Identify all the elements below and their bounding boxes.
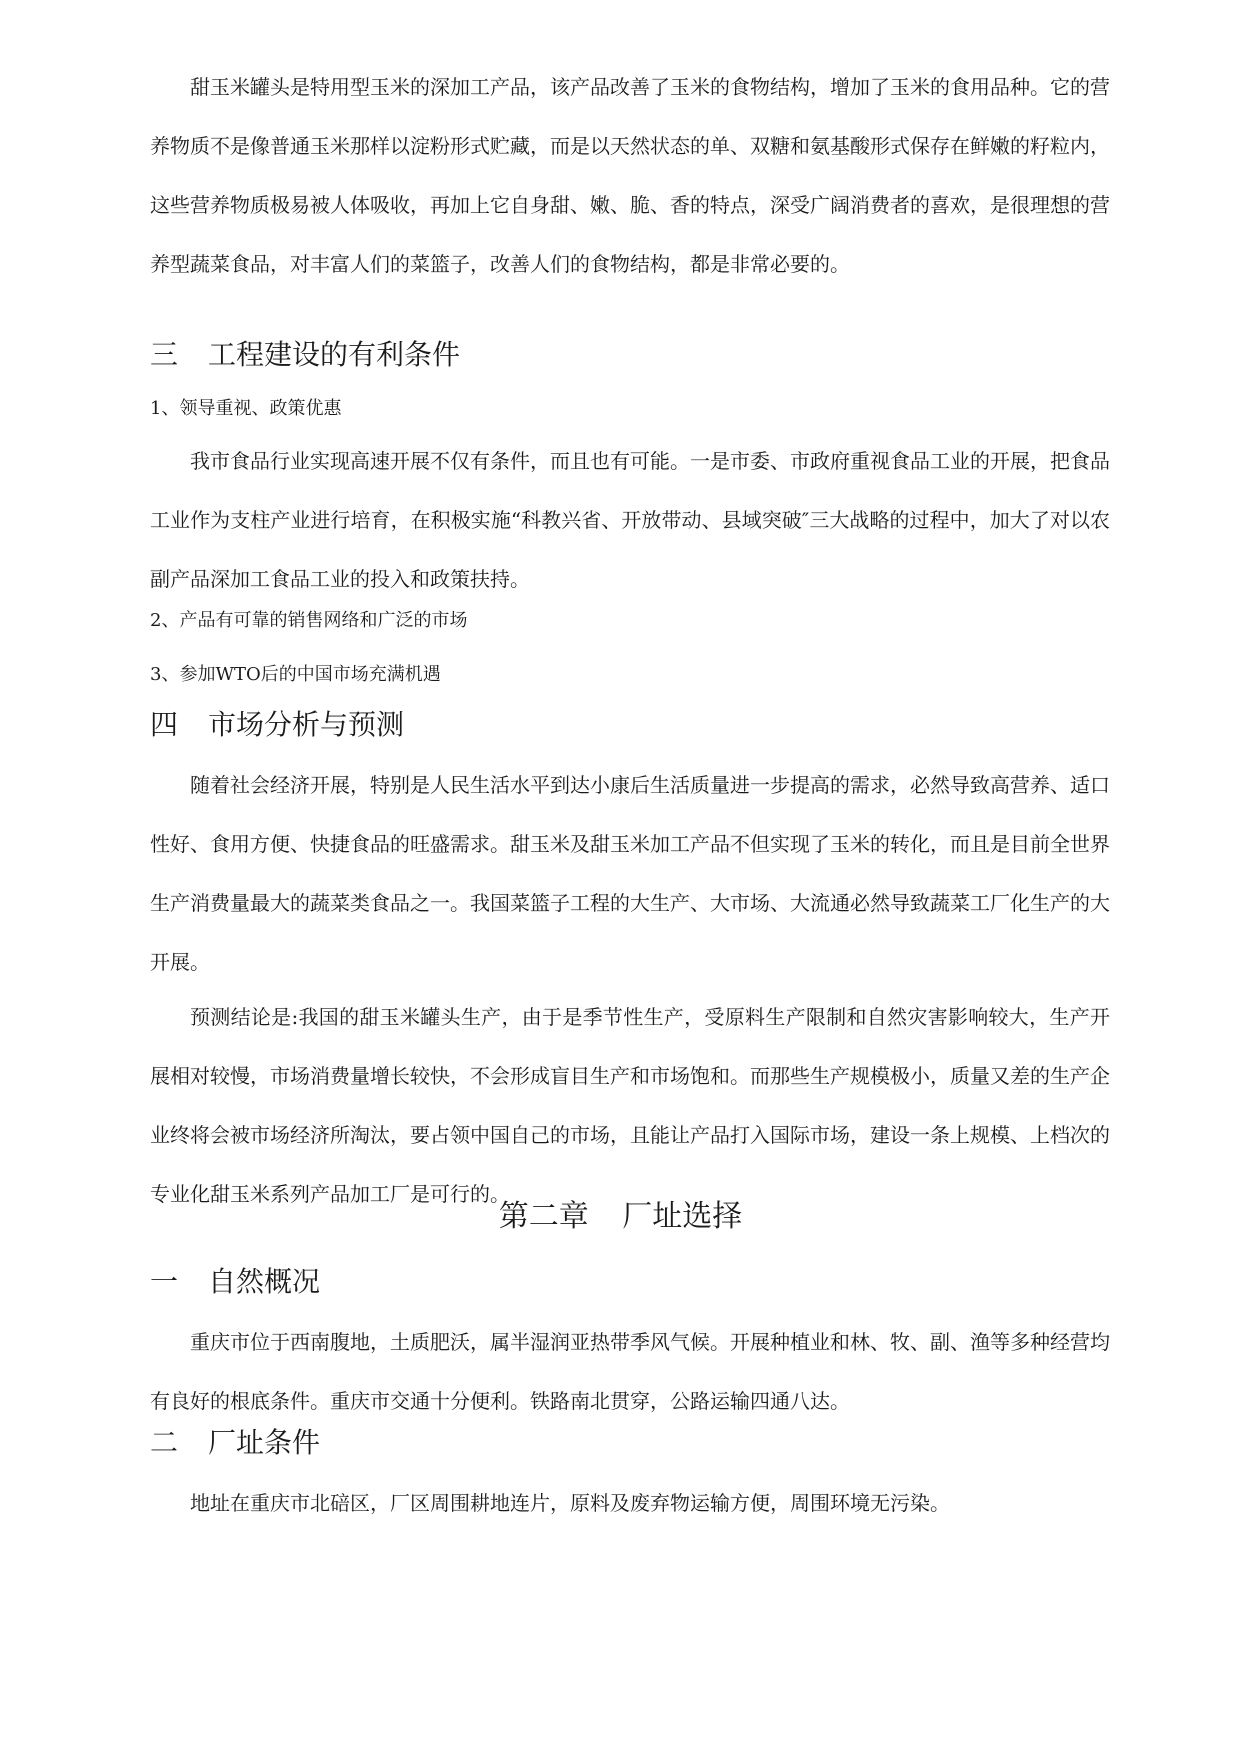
section-3-item-1: 1、领导重视、政策优惠 (150, 398, 342, 419)
section-4-number: 四 (150, 708, 179, 741)
section-4-paragraph-2: 预测结论是:我国的甜玉米罐头生产，由于是季节性生产，受原料生产限制和自然灾害影响较大，生产开展相对较慢，市场消费量增长较快，不会形成盲目生产和市场饱和。而那些生产规模极小，质量又差的生产企业终将会被市场经济所淘汰，要占领中国自己的市场，且能让产品打入国际市场，建设一条上规模、上档次的专业化甜玉米系列产品加工厂是可行的。 (150, 1005, 1110, 1206)
section-2-paragraph: 地址在重庆市北碚区，厂区周围耕地连片，原料及废弃物运输方便，周围环境无污染。 (190, 1491, 950, 1515)
section-4-paragraph-1: 随着社会经济开展，特别是人民生活水平到达小康后生活质量进一步提高的需求，必然导致高营养、适口性好、食用方便、快捷食品的旺盛需求。甜玉米及甜玉米加工产品不但实现了玉米的转化，而且是目前全世界生产消费量最大的蔬菜类食品之一。我国菜篮子工程的大生产、大市场、大流通必然导致蔬菜工厂化生产的大开展。 (150, 773, 1110, 974)
section-3-paragraph: 我市食品行业实现高速开展不仅有条件，而且也有可能。一是市委、市政府重视食品工业的开展，把食品工业作为支柱产业进行培育，在积极实施“科教兴省、开放带动、县域突破″三大战略的过程中，加大了对以农副产品深加工食品工业的投入和政策扶持。 (150, 449, 1110, 591)
section-3-number: 三 (150, 338, 179, 371)
section-1-title: 自然概况 (208, 1265, 321, 1298)
section-4-title: 市场分析与预测 (208, 708, 405, 741)
intro-paragraph: 甜玉米罐头是特用型玉米的深加工产品，该产品改善了玉米的食物结构，增加了玉米的食用品种。它的营养物质不是像普通玉米那样以淀粉形式贮藏，而是以天然状态的单、双糖和氨基酸形式保存在鲜嫩的籽粒内，这些营养物质极易被人体吸收，再加上它自身甜、嫩、脆、香的特点，深受广阔消费者的喜欢，是很理想的营养型蔬菜食品，对丰富人们的菜篮子，改善人们的食物结构，都是非常必要的。 (150, 75, 1110, 276)
section-3-item-3: 3、参加WTO后的中国市场充满机遇 (150, 664, 441, 685)
section-2-title: 厂址条件 (208, 1426, 321, 1459)
section-2-number: 二 (150, 1426, 179, 1459)
section-1-heading (150, 1262, 320, 1302)
section-3-item-2: 2、产品有可靠的销售网络和广泛的市场 (150, 610, 468, 631)
section-3-heading (150, 335, 460, 375)
chapter-2-title: 第二章 厂址选择 (498, 1199, 743, 1234)
section-2-heading (150, 1423, 320, 1463)
section-1-number: 一 (150, 1265, 179, 1298)
section-1-paragraph: 重庆市位于西南腹地，土质肥沃，属半湿润亚热带季风气候。开展种植业和林、牧、副、渔等多种经营均有良好的根底条件。重庆市交通十分便利。铁路南北贯穿，公路运输四通八达。 (150, 1330, 1110, 1413)
section-4-heading (150, 705, 404, 745)
section-3-title: 工程建设的有利条件 (208, 338, 461, 371)
